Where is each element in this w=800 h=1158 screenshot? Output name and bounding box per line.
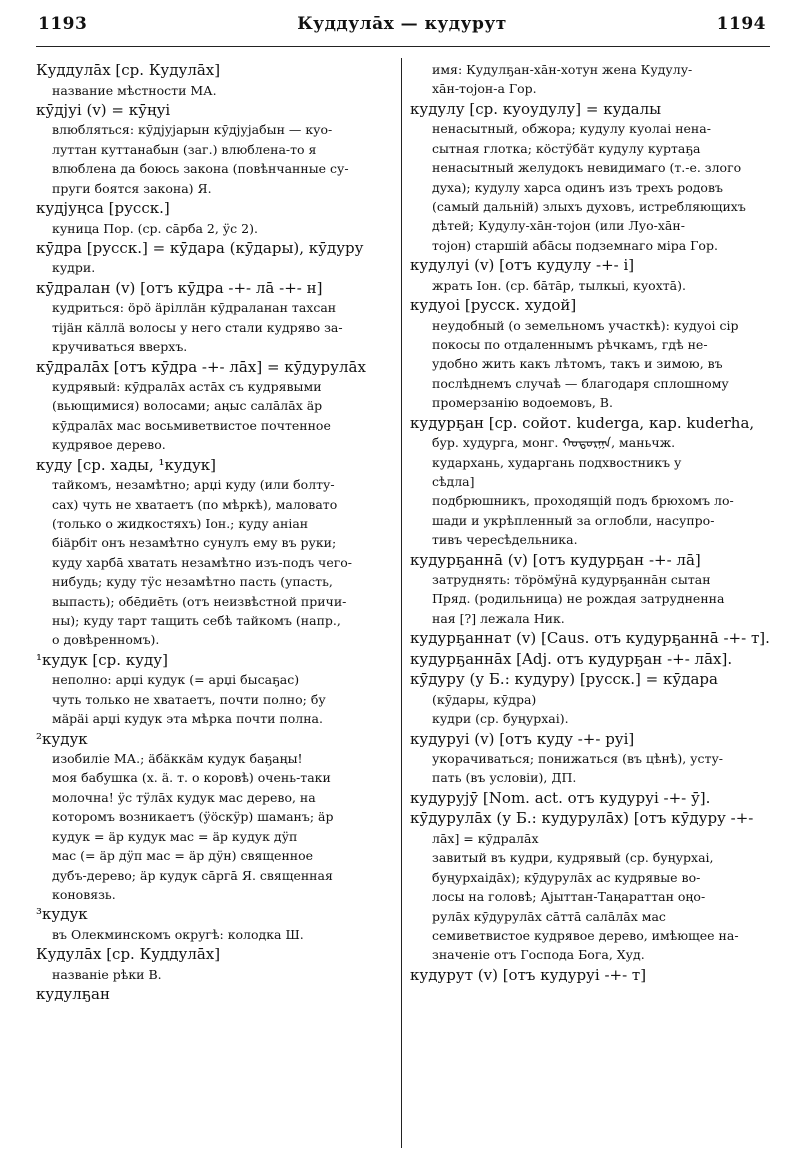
dictionary-entry: [36, 904, 394, 944]
dictionary-entry: [410, 255, 772, 295]
dictionary-entry: [36, 60, 394, 100]
entry-definition-line: пруги боятся закона) Я.: [52, 180, 212, 196]
dictionary-entry: [36, 238, 394, 278]
entry-headword: кӯдjуі (v) = кӯңуі: [36, 100, 171, 119]
entry-definition-line: кудри.: [52, 260, 96, 276]
entry-headword: кудулу [ср. куоудулу] = кудалы: [410, 99, 662, 118]
dictionary-entry: [410, 965, 772, 986]
entry-definition-line: хāн-тоjон-а Гор.: [432, 81, 537, 97]
entry-definition-line: послѣднемъ случаѣ — благодаря сплошному: [432, 375, 729, 391]
entry-definition-line: влюблена да боюсь закона (повѣнчанные су-: [52, 161, 349, 177]
entry-headword: кудуруі (v) [отъ куду -+- руі]: [410, 729, 635, 748]
entry-definition-line: въ Олекминскомъ округѣ: колодка Ш.: [52, 926, 304, 942]
entry-definition-line: (вьющимися) волосами; аңыс салāлāх äр: [52, 398, 323, 414]
entry-definition-line: рулāх кӯдурулāх сāттā салāлāх мас: [432, 908, 666, 924]
entry-headword: кӯдурулāх (у Б.: кудурулāх) [отъ кӯдуру -+-: [410, 809, 754, 828]
entry-definition-line: о довѣренномъ).: [52, 632, 160, 648]
entry-headword: кудуоі [русск. худой]: [410, 296, 577, 315]
entry-headword: кудjуңса [русск.]: [36, 199, 170, 218]
entry-definition-line: ная [?] лежала Ник.: [432, 610, 565, 626]
entry-definition-line: ны); куду тарт тащить себѣ тайкомъ (напр.,: [52, 613, 341, 629]
entry-definition-line: мäрäі арџі кудук эта мѣрка почти полна.: [52, 711, 323, 727]
dictionary-entry: [410, 99, 772, 255]
dictionary-entry: [410, 669, 772, 728]
entry-definition-line: кудрявый: кӯдралāх астāх съ кудрявыми: [52, 379, 322, 395]
entry-headword: кудурҕаннā (v) [отъ кудурҕан -+- лā]: [410, 550, 701, 569]
dictionary-entry: [36, 944, 394, 984]
entry-definition-line: промерзанію водоемовъ, В.: [432, 395, 613, 411]
dictionary-entry: [36, 198, 394, 238]
entry-headword: кудурҕан [ср. сойот. kuderga, кар. kuderha,: [410, 413, 755, 432]
entry-definition-line: духа); кудулу харса одинъ изъ трехъ родовъ: [432, 179, 723, 195]
page-number-left: 1193: [38, 14, 88, 34]
entry-definition-line: (самый дальній) злыхъ духовъ, истребляющихъ: [432, 198, 746, 214]
entry-definition-line: покосы по отдаленнымъ рѣчкамъ, гдѣ не-: [432, 336, 708, 352]
entry-headword: кудулҕан: [36, 985, 110, 1004]
entry-headword: кӯдра [русск.] = кӯдара (кӯдары), кӯдуру: [36, 238, 364, 257]
entry-definition-line: название мѣстности МА.: [52, 82, 217, 98]
dictionary-entry: [410, 808, 772, 964]
entry-definition-line: изобиліе МА.; äбäккäм кудук баҕаңы!: [52, 751, 303, 767]
entry-headword: кудурут (v) [отъ кудуруі -+- т]: [410, 965, 647, 984]
dictionary-entry: [410, 788, 772, 809]
dictionary-entry: [36, 278, 394, 357]
entry-headword: кӯдралāх [отъ кӯдра -+- лāх] = кӯдурулāх: [36, 357, 366, 376]
entry-definition-line: нибудь; куду тӱс незамѣтно пасть (упасть,: [52, 574, 333, 590]
dictionary-entry: [410, 295, 772, 413]
dictionary-entry: [410, 628, 772, 649]
dictionary-entry: [36, 455, 394, 650]
entry-definition-line: неудобный (о земельномъ участкѣ): кудуоі сір: [432, 317, 739, 333]
entry-definition-line: ненасытный, обжора; кудулу куолаі нена-: [432, 121, 711, 137]
dictionary-entry: [36, 100, 394, 198]
entry-definition-line: влюбляться: кӯдjуjарын кӯдjуjабын — куо-: [52, 122, 333, 138]
entry-definition-line: коновязь.: [52, 886, 116, 902]
entry-definition-line: куду харбā хватать незамѣтно изъ-подъ чего-: [52, 554, 353, 570]
entry-definition-line: семиветвистое кудрявое дерево, имѣющее на-: [432, 927, 739, 943]
entry-definition-line: жрать Іон. (ср. бāтāр, тылкыі, куохтā).: [432, 277, 686, 293]
entry-headword: ²кудук: [36, 729, 88, 748]
entry-definition-line: пать (въ условіи), ДП.: [432, 770, 577, 786]
entry-definition-line: тивъ чересѣдельника.: [432, 532, 578, 548]
entry-definition-line: подбрюшникъ, проходящій подъ брюхомъ ло-: [432, 493, 734, 509]
entry-definition-line: бур. худурга, монг. ᠬᠤᠳᠤᠷᠭᠠ, маньчж.: [432, 435, 676, 451]
entry-definition-line: луттан куттанабын (заг.) влюблена-то я: [52, 141, 317, 157]
page-header: [38, 10, 766, 38]
dictionary-entry: [36, 729, 394, 905]
entry-definition-line: значеніе отъ Господа Бога, Худ.: [432, 947, 645, 963]
entry-definition-line: дубъ-дерево; äр кудук сāргā Я. священная: [52, 867, 333, 883]
entry-definition-line: ненасытный желудокъ невидимаго (т.-е. злого: [432, 160, 742, 176]
entry-definition-line: которомъ возникаетъ (ӱöскӱр) шаманъ; äр: [52, 809, 334, 825]
running-title: Куддулāх — кудурут: [297, 14, 507, 34]
entry-definition-line: кудук = äр кудук мас = äр кудук дӱп: [52, 828, 298, 844]
right-column: [410, 60, 772, 1150]
dictionary-entry: [36, 984, 394, 1005]
entry-definition-line: кӯдралāх мас восьмиветвистое почтенное: [52, 417, 331, 433]
entry-definition-line: молочна! ӱс тӱлāх кудук мас дерево, на: [52, 789, 316, 805]
dictionary-entry: [410, 413, 772, 550]
dictionary-entry: [410, 729, 772, 788]
entry-definition-line: кудриться: öрö äріллäн кӯдраланан тахсан: [52, 300, 337, 316]
page-number-right: 1194: [716, 14, 766, 34]
entry-definition-line: неполно: арџі кудук (= арџі бысаҕас): [52, 672, 300, 688]
entry-definition-line: біäрбіт онъ незамѣтно сунулъ ему въ руки;: [52, 535, 337, 551]
entry-definition-line: названіе рѣки В.: [52, 966, 162, 982]
entry-definition-line: дѣтей; Кудулу-хāн-тоjон (или Луо-хāн-: [432, 218, 685, 234]
entry-headword: Кудулāх [ср. Куддулāх]: [36, 945, 221, 964]
entry-definition-line: завитый въ кудри, кудрявый (ср. буңурхаі,: [432, 850, 714, 866]
entry-headword: ³кудук: [36, 905, 88, 924]
entry-definition-line: буңурхаідāх); кӯдурулāх ас кудрявые во-: [432, 869, 701, 885]
entry-headword: кудурҕаннāх [Adj. отъ кудурҕан -+- лāх].: [410, 649, 733, 668]
entry-definition-line: удобно жить какъ лѣтомъ, такъ и зимою, въ: [432, 356, 723, 372]
entry-definition-line: лосы на головѣ; Аjыттан-Таңараттан оңо-: [432, 889, 706, 905]
entry-definition-line: (только о жидкостяхъ) Іон.; куду аніан: [52, 516, 309, 531]
dictionary-entry: [36, 650, 394, 729]
entry-definition-line: мас (= äр дӱп мас = äр дӱн) священное: [52, 848, 314, 864]
entry-headword: кӯдралан (v) [отъ кӯдра -+- лā -+- н]: [36, 278, 323, 297]
entry-definition-line: имя: Кудулҕан-хāн-хотун жена Кудулу-: [432, 62, 693, 77]
entry-definition-line: сытная глотка; кöстӱбäт кудулу куртаҕа: [432, 140, 701, 156]
entry-definition-line: сах) чуть не хватаетъ (по мѣркѣ), маловато: [52, 496, 338, 512]
entry-definition-line: тайкомъ, незамѣтно; арџі куду (или болту-: [52, 477, 335, 493]
entry-definition-line: укорачиваться; понижаться (въ цѣнѣ), усту-: [432, 751, 724, 767]
entry-definition-line: кудри (ср. буңурхаі).: [432, 711, 569, 727]
entry-headword: кудуруjӯ [Nom. act. отъ кудуруі -+- ӯ].: [410, 788, 711, 807]
entry-headword: кӯдуру (у Б.: кудуру) [русск.] = кӯдара: [410, 670, 718, 689]
entry-headword: кудулуі (v) [отъ кудулу -+- і]: [410, 256, 635, 275]
entry-definition-line: выпасть); обēдиēть (отъ неизвѣстной причи-: [52, 593, 347, 609]
entry-definition-line: кудархань, хударгань подхвостникъ у: [432, 454, 682, 470]
entry-definition-line: (кӯдары, кӯдра): [432, 691, 537, 707]
entry-headword: ¹кудук [ср. куду]: [36, 650, 168, 669]
entry-definition-line: шади и укрѣпленный за оглобли, насупро-: [432, 512, 715, 528]
entry-definition-line: сѣдла]: [432, 473, 475, 489]
dictionary-entry: [410, 550, 772, 629]
entry-headword: Куддулāх [ср. Кудулāх]: [36, 61, 221, 79]
entry-definition-line: Пряд. (родильница) не рождая затрудненна: [432, 591, 725, 607]
entry-definition-line: кручиваться вверхъ.: [52, 339, 188, 355]
entry-definition-line: кудрявое дерево.: [52, 437, 166, 453]
entry-headword: кудурҕаннат (v) [Caus. отъ кудурҕаннā -+- т].: [410, 629, 770, 648]
entry-definition-line: чуть только не хватаетъ, почти полно; бу: [52, 691, 326, 707]
column-divider: [401, 58, 402, 1148]
entry-definition-line: моя бабушка (х. ä. т. о коровѣ) очень-таки: [52, 770, 331, 786]
dictionary-entry: [410, 60, 772, 99]
left-column: [36, 60, 394, 1150]
entry-definition-line: лāх] = кӯдралāх: [432, 830, 539, 846]
entry-definition-line: тіjäн кäллä волосы у него стали кудряво за-: [52, 319, 343, 335]
header-rule: [36, 46, 770, 47]
dictionary-entry: [36, 357, 394, 455]
entry-headword: куду [ср. хады, ¹кудук]: [36, 455, 217, 474]
entry-definition-line: затруднять: тöрöмӱнā кудурҕаннāн сытан: [432, 572, 711, 588]
dictionary-entry: [410, 649, 772, 670]
entry-definition-line: тоjон) старшій абāсы подземнаго міра Гор.: [432, 237, 718, 253]
entry-definition-line: куница Пор. (ср. сāрба 2, ӱс 2).: [52, 220, 258, 236]
